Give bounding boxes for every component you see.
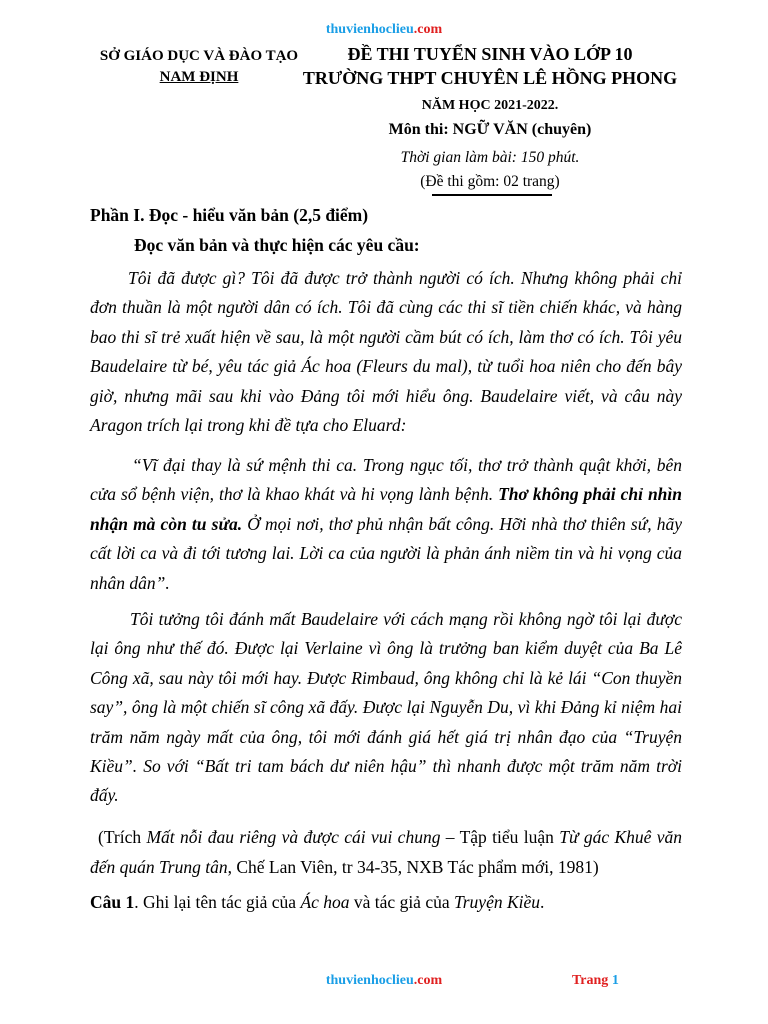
question-1-book-1: Ác hoa bbox=[300, 892, 350, 912]
province-name: NAM ĐỊNH bbox=[159, 69, 239, 85]
question-1 bbox=[90, 888, 682, 917]
quote-bold-text: Thơ không phải chỉ nhìn nhận mà còn tu sửa. bbox=[90, 484, 683, 534]
quote-paragraph bbox=[90, 451, 682, 598]
watermark-top bbox=[0, 22, 768, 38]
watermark-bottom bbox=[0, 973, 768, 989]
subject-line: Môn thi: NGỮ VĂN (chuyên) bbox=[388, 121, 592, 138]
question-1-label: Câu 1 bbox=[90, 892, 135, 912]
watermark-domain: .com bbox=[413, 22, 443, 37]
quote-text-start: “Vĩ đại thay là sứ mệnh thi ca. Trong ngục tối, thơ trở thành quật khởi, bên cửa sổ bệnh viện, thơ là khao khát và hi vọng lành bệnh. bbox=[90, 455, 682, 505]
duration-line: Thời gian làm bài: 150 phút. bbox=[400, 149, 580, 166]
quote-text-end: Ở mọi nơi, thơ phủ nhận bất công. Hỡi nhà thơ thiên sứ, hãy cất lời ca và đi tới tương lai. Lời ca của người là phản ánh niềm tin và hi vọng của nhân dân”. bbox=[90, 513, 683, 593]
department-name: SỞ GIÁO DỤC VÀ ĐÀO TẠO bbox=[99, 48, 299, 64]
citation-source: , Chế Lan Viên, tr 34-35, NXB Tác phẩm mới, 1981) bbox=[227, 857, 599, 877]
citation-prefix: (Trích bbox=[98, 827, 147, 847]
page-number bbox=[572, 973, 619, 989]
citation-connector: – Tập tiểu luận bbox=[440, 827, 560, 847]
page-number-value: 1 bbox=[611, 973, 619, 988]
exam-title-2: TRƯỜNG THPT CHUYÊN LÊ HỒNG PHONG bbox=[302, 68, 678, 88]
passage-paragraph-1: Tôi đã được gì? Tôi đã được trở thành người có ích. Nhưng không phải chỉ đơn thuần là một người dân có ích. Tôi đã cùng các thi sĩ tiền chiến khác, và hàng bao thi sĩ trẻ xuất hiện về sau, là một người cầm bút có ích, làm thơ có ích. Tôi yêu Baudelaire từ bé, yêu tác giả Ác hoa (Fleurs du mal), từ tuổi hoa niên cho đến bây giờ, nhưng mãi sau khi vào Đảng tôi mới hiểu ông. Baudelaire viết, và câu này Aragon trích lại trong khi đề tựa cho Eluard: bbox=[90, 268, 682, 436]
citation-book-title: Từ gác Khuê văn đến quán Trung tân bbox=[90, 827, 683, 877]
school-year: NĂM HỌC 2021-2022. bbox=[421, 98, 559, 113]
passage-paragraph-3: Tôi tưởng tôi đánh mất Baudelaire với cách mạng rồi không ngờ tôi lại được lại ông như thế đó. Được lại Verlaine vì ông là trưởng ban kiểm duyệt của Ba Lê Công xã, sau này tôi mới hay. Được Rimbaud, ông không chỉ là kẻ lái “Con thuyền say”, ông là một chiến sĩ công xã đấy. Được lại Nguyễn Du, vì khi Đảng kỉ niệm hai trăm năm ngày mất của ông, tôi mới đánh giá hết giá trị nhân đạo của “Truyện Kiều”. So với “Bất tri tam bách dư niên hậu” thì nhanh được một trăm năm trời đấy. bbox=[90, 609, 682, 806]
citation-essay-title: Mất nỗi đau riêng và được cái vui chung bbox=[146, 827, 441, 847]
citation bbox=[90, 822, 682, 882]
watermark-text: thuvienhoclieu bbox=[325, 973, 414, 988]
question-1-text-b: và tác giả của bbox=[349, 892, 454, 912]
question-1-text-c: . bbox=[540, 892, 545, 912]
exam-title-1: ĐỀ THI TUYỂN SINH VÀO LỚP 10 bbox=[347, 44, 633, 64]
pages-note: (Đề thi gồm: 02 trang) bbox=[420, 173, 560, 190]
page-word: Trang bbox=[572, 973, 612, 988]
instruction: Đọc văn bản và thực hiện các yêu cầu: bbox=[134, 235, 420, 255]
watermark-text: thuvienhoclieu bbox=[325, 22, 414, 37]
question-1-book-2: Truyện Kiều bbox=[453, 892, 541, 912]
section-title: Phần I. Đọc - hiểu văn bản (2,5 điểm) bbox=[90, 205, 369, 225]
header-divider bbox=[432, 194, 552, 196]
exam-header bbox=[300, 42, 680, 193]
question-1-text-a: . Ghi lại tên tác giả của bbox=[134, 892, 301, 912]
department-header bbox=[92, 46, 306, 88]
watermark-domain: .com bbox=[413, 973, 443, 988]
